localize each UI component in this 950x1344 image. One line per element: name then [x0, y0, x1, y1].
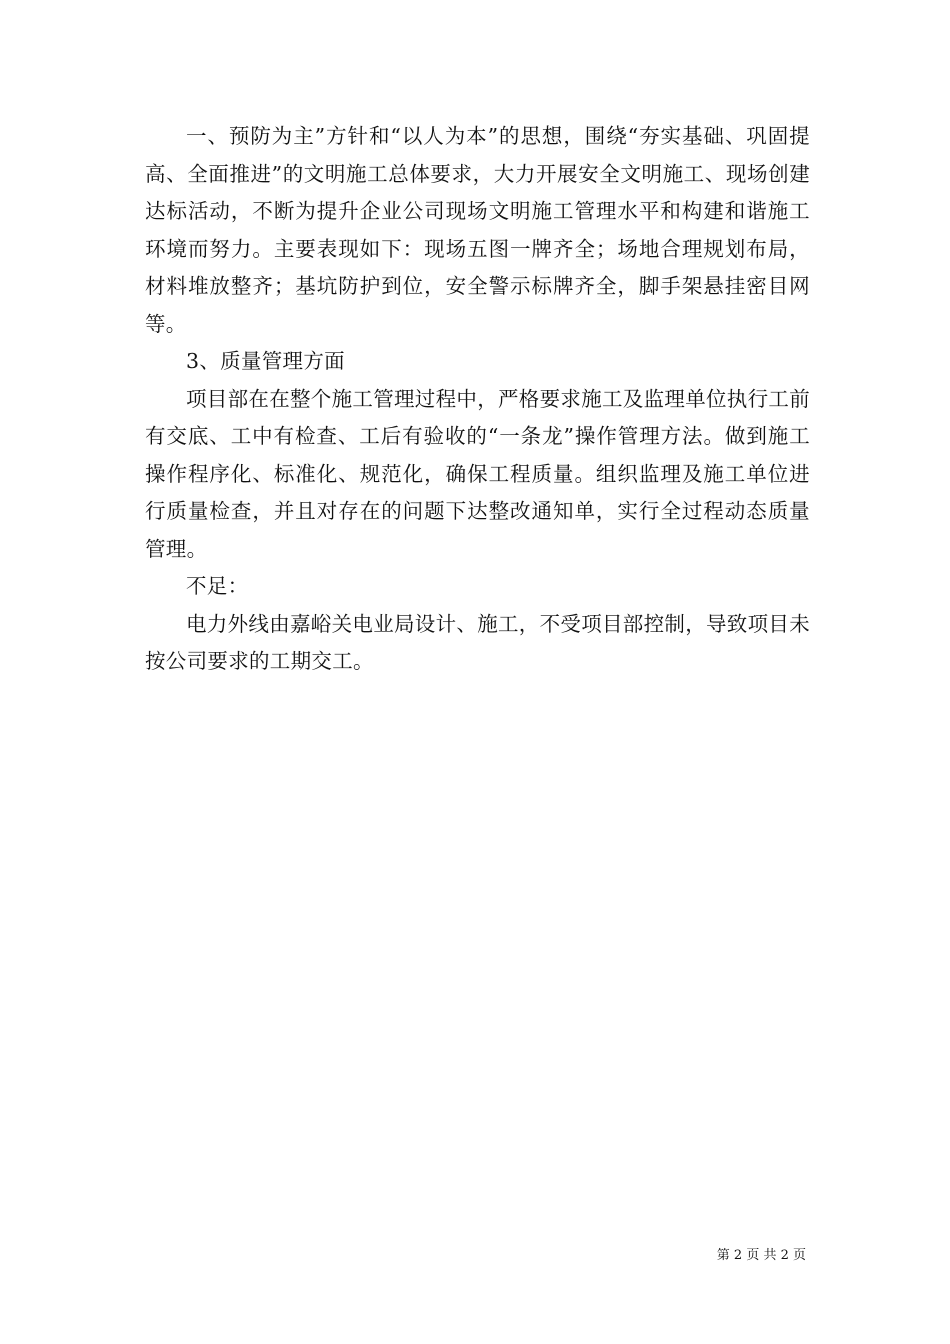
paragraph-shortcomings: 电力外线由嘉峪关电业局设计、施工，不受项目部控制，导致项目未按公司要求的工期交工。: [145, 611, 810, 673]
section-heading-quality: 3、质量管理方面: [186, 349, 345, 373]
paragraph-quality-management: 项目部在在整个施工管理过程中，严格要求施工及监理单位执行工前有交底、工中有检查、工后有验收的“一条龙”操作管理方法。做到施工操作程序化、标准化、规范化，确保工程质量。组织监理及施工单位进行质量检查，并且对存在的问题下达整改通知单，实行全过程动态质量管理。: [145, 386, 810, 561]
paragraph-civilized-construction: 一、预防为主”方针和“以人为本”的思想，围绕“夯实基础、巩固提高、全面推进”的文明施工总体要求，大力开展安全文明施工、现场创建达标活动，不断为提升企业公司现场文明施工管理水平和构建和谐施工环境而努力。主要表现如下：现场五图一牌齐全；场地合理规划布局，材料堆放整齐；基坑防护到位，安全警示标牌齐全，脚手架悬挂密目网等。: [145, 124, 810, 336]
section-heading-shortcomings: 不足：: [186, 574, 249, 598]
page-footer: [0, 1247, 806, 1265]
page-number-label: 第 2 页 共 2 页: [716, 1248, 806, 1263]
document-body: [145, 118, 810, 681]
